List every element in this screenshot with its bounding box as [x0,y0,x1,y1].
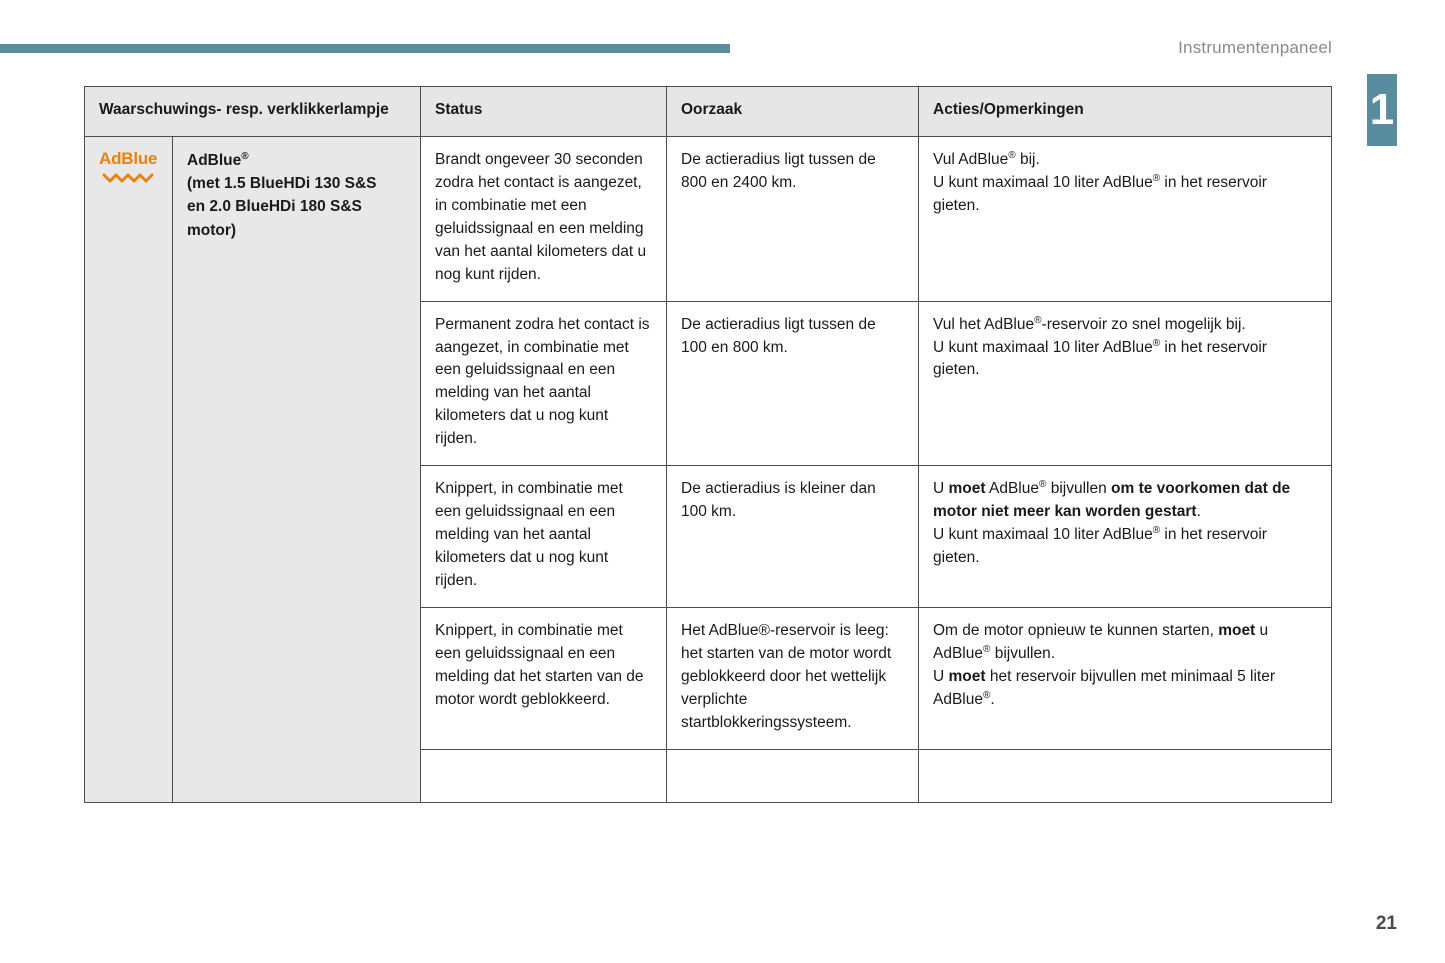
cause-cell: Het AdBlue®-reservoir is leeg: het starten van de motor wordt geblokkeerd door het wettelijk verplichte startblokkeringssysteem. [667,607,919,749]
table-body [85,136,1332,802]
lamp-icon-cell [85,136,173,802]
actions-text: u AdBlue [933,621,1269,662]
actions-text: bijvullen. [990,644,1056,662]
warning-lights-table [84,86,1332,803]
column-header-actions: Acties/Opmerkingen [919,87,1332,137]
actions-text: . [1196,503,1201,521]
actions-text: in het reservoir gieten. [933,173,1267,214]
actions-text: . [990,690,995,708]
adblue-icon-label: AdBlue [99,148,158,168]
actions-text: -reservoir zo snel mogelijk bij. [1041,315,1246,333]
lamp-name-sub2: en 2.0 BlueHDi 180 S&S [187,198,362,216]
cause-cell: De actieradius is kleiner dan 100 km. [667,466,919,608]
actions-cell: Om de motor opnieuw te kunnen starten, moet u AdBlue® bijvullen. U moet het reservoir bijvullen met minimaal 5 liter AdBlue®. [919,607,1332,749]
actions-cell: U moet AdBlue® bijvullen om te voorkomen dat de motor niet meer kan worden gestart. U kunt maximaal 10 liter AdBlue® in het reservoir gieten. [919,466,1332,608]
lamp-name-sub1: (met 1.5 BlueHDi 130 S&S [187,175,377,193]
actions-text: U [933,480,949,498]
spacer-status [421,749,667,802]
actions-text: U [933,667,949,685]
actions-text: U kunt maximaal 10 liter AdBlue [933,526,1153,544]
status-cell: Brandt ongeveer 30 seconden zodra het contact is aangezet, in combinatie met een geluidssignaal en een melding van het aantal kilometers dat u nog kunt rijden. [421,136,667,301]
table-header [85,87,1332,137]
lamp-name: AdBlue® (met 1.5 BlueHDi 130 S&S en 2.0 BlueHDi 180 S&S motor) [187,150,377,239]
spacer-actions [919,749,1332,802]
page-number: 21 [1375,913,1397,934]
actions-text: U kunt maximaal 10 liter AdBlue [933,338,1153,356]
lamp-name-cell [173,136,421,802]
spacer-cause [667,749,919,802]
actions-text: het reservoir bijvullen met minimaal 5 liter AdBlue [933,667,1275,708]
column-header-lamp: Waarschuwings- resp. verklikkerlampje [85,87,421,137]
actions-text: Om de motor opnieuw te kunnen starten, [933,621,1219,639]
cause-cell: De actieradius ligt tussen de 800 en 2400 km. [667,136,919,301]
actions-text-bold: om te voorkomen dat de motor niet meer kan worden gestart [933,480,1291,521]
header-accent-bar [0,44,730,53]
actions-text-bold: moet [948,480,986,498]
section-title: Instrumentenpaneel [1178,38,1332,57]
actions-text: Vul het AdBlue [933,315,1035,333]
actions-cell: Vul het AdBlue®-reservoir zo snel mogelijk bij. U kunt maximaal 10 liter AdBlue® in het reservoir gieten. [919,301,1332,466]
chapter-number-tab: 1 [1367,74,1397,146]
cause-cell: De actieradius ligt tussen de 100 en 800 km. [667,301,919,466]
lamp-name-sub3: motor) [187,221,237,239]
table-header-row [85,87,1332,137]
column-header-cause: Oorzaak [667,87,919,137]
status-cell: Permanent zodra het contact is aangezet, in combinatie met een geluidssignaal en een melding van het aantal kilometers dat u nog kunt rijden. [421,301,667,466]
actions-text-bold: moet [1218,621,1256,639]
lamp-name-title: AdBlue [187,151,242,169]
adblue-icon [99,150,157,184]
actions-text: bijvullen [1046,480,1112,498]
warning-lights-table-container [84,86,1332,803]
actions-text: bij. [1015,150,1040,168]
actions-text-bold: moet [948,667,986,685]
actions-text: U kunt maximaal 10 liter AdBlue [933,173,1153,191]
status-cell: Knippert, in combinatie met een geluidssignaal en een melding van het aantal kilometers dat u nog kunt rijden. [421,466,667,608]
actions-text: in het reservoir gieten. [933,338,1267,379]
actions-text: AdBlue [985,480,1039,498]
actions-text: in het reservoir gieten. [933,526,1267,566]
column-header-status: Status [421,87,667,137]
actions-cell: Vul AdBlue® bij. U kunt maximaal 10 liter AdBlue® in het reservoir gieten. [919,136,1332,301]
table-row [85,136,1332,301]
status-cell: Knippert, in combinatie met een geluidssignaal en een melding dat het starten van de motor wordt geblokkeerd. [421,607,667,749]
actions-text: Vul AdBlue [933,150,1009,168]
